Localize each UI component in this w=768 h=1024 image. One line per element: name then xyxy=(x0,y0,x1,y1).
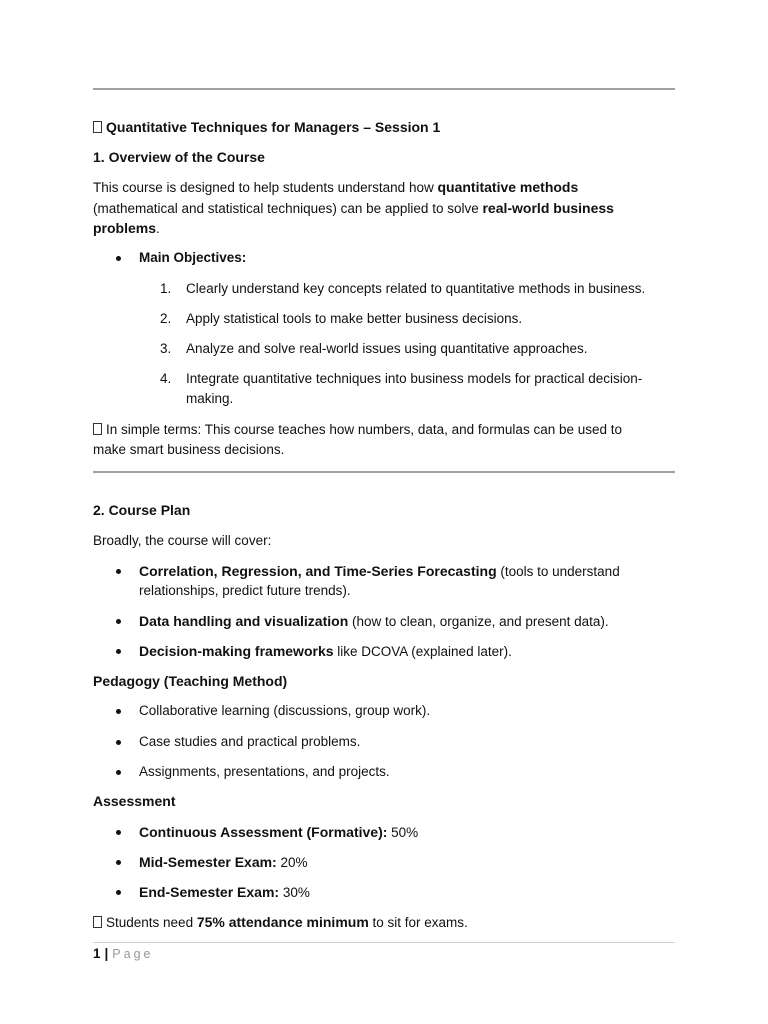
objective-item: Clearly understand key concepts related to quantitative methods in business. xyxy=(186,281,646,296)
bullet-icon xyxy=(116,256,121,261)
page-footer xyxy=(93,944,154,964)
objective-number: 1. xyxy=(160,281,172,296)
overview-paragraph-line1: This course is designed to help students understand how quantitative methods xyxy=(93,179,579,195)
bullet-icon xyxy=(116,770,121,775)
section1-heading: 1. Overview of the Course xyxy=(93,149,265,165)
assessment-item: End-Semester Exam: 30% xyxy=(139,884,310,900)
bullet-icon xyxy=(116,569,121,574)
footer-separator: | xyxy=(104,946,109,961)
objectives-label: Main Objectives: xyxy=(139,250,247,265)
pedagogy-item: Assignments, presentations, and projects. xyxy=(139,764,390,779)
topic-item: Data handling and visualization (how to clean, organize, and present data). xyxy=(139,613,609,629)
objective-item: Integrate quantitative techniques into business models for practical decision- xyxy=(186,371,643,386)
summary-line2: make smart business decisions. xyxy=(93,442,285,457)
objective-number: 3. xyxy=(160,341,172,356)
emoji-placeholder-icon xyxy=(93,423,102,435)
section2-heading: 2. Course Plan xyxy=(93,502,191,518)
objective-number: 4. xyxy=(160,371,172,386)
topic-item: Correlation, Regression, and Time-Series Forecasting (tools to understand xyxy=(139,563,620,579)
overview-paragraph-line3: problems. xyxy=(93,220,160,236)
objective-item: Apply statistical tools to make better business decisions. xyxy=(186,311,523,326)
bullet-icon xyxy=(116,860,121,865)
bullet-icon xyxy=(116,649,121,654)
course-plan-intro: Broadly, the course will cover: xyxy=(93,533,272,548)
assessment-heading: Assessment xyxy=(93,793,176,809)
pedagogy-item: Case studies and practical problems. xyxy=(139,734,361,749)
bullet-icon xyxy=(116,890,121,895)
top-divider xyxy=(93,88,675,90)
bullet-icon xyxy=(116,830,121,835)
topic-item: Decision-making frameworks like DCOVA (explained later). xyxy=(139,643,512,659)
pedagogy-item: Collaborative learning (discussions, group work). xyxy=(139,703,431,718)
overview-paragraph-line2: (mathematical and statistical techniques) can be applied to solve real-world business xyxy=(93,200,614,216)
attendance-note: Students need 75% attendance minimum to sit for exams. xyxy=(93,912,675,933)
bullet-icon xyxy=(116,619,121,624)
assessment-item: Mid-Semester Exam: 20% xyxy=(139,854,308,870)
summary-line1: In simple terms: This course teaches how numbers, data, and formulas can be used to xyxy=(93,420,675,440)
objective-item-continued: making. xyxy=(186,391,234,406)
emoji-placeholder-icon xyxy=(93,916,102,928)
page-number: 1 xyxy=(93,946,101,961)
bullet-icon xyxy=(116,709,121,714)
section-divider xyxy=(93,471,675,473)
pedagogy-heading: Pedagogy (Teaching Method) xyxy=(93,673,288,689)
emoji-placeholder-icon xyxy=(93,121,102,133)
assessment-item: Continuous Assessment (Formative): 50% xyxy=(139,824,419,840)
footer-divider xyxy=(93,942,675,943)
page-label: Page xyxy=(112,947,154,961)
bullet-icon xyxy=(116,740,121,745)
objective-item: Analyze and solve real-world issues using quantitative approaches. xyxy=(186,341,588,356)
document-title: Quantitative Techniques for Managers – Session 1 xyxy=(93,117,675,138)
topic-item-continued: relationships, predict future trends). xyxy=(139,583,351,598)
objective-number: 2. xyxy=(160,311,172,326)
